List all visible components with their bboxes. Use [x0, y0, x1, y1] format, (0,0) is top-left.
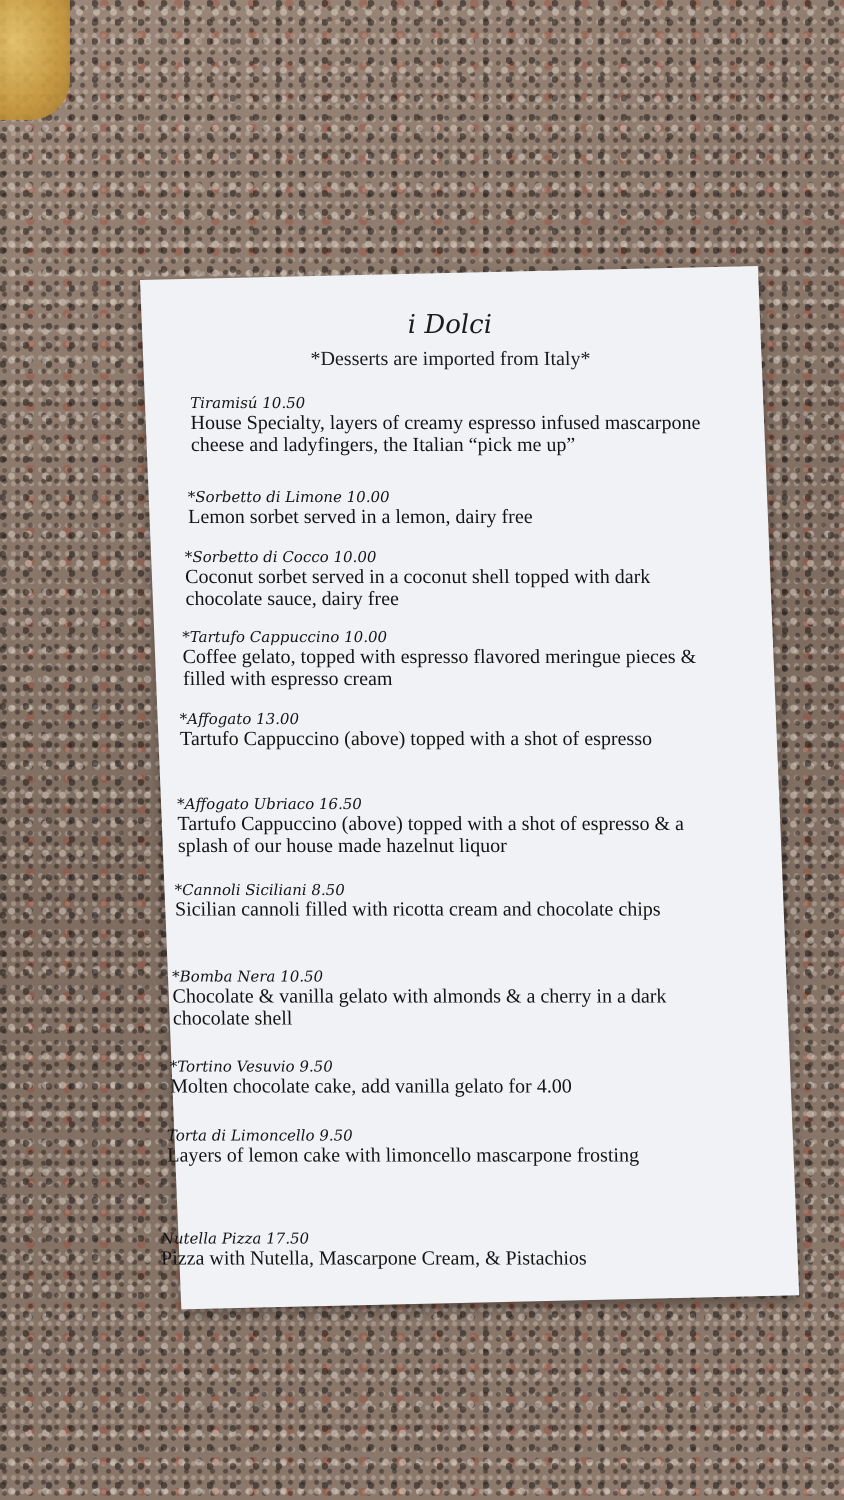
menu-item-affogato	[180, 710, 701, 750]
menu-subtitle: *Desserts are imported from Italy*	[310, 347, 591, 370]
item-name: *Tartufo Cappuccino 10.00	[182, 627, 388, 646]
menu-item-tartufo-cappuccino	[182, 628, 703, 690]
item-name: *Cannoli Siciliani 8.50	[174, 880, 345, 899]
menu-item-tiramisu	[190, 394, 711, 456]
item-name: *Tortino Vesuvio 9.50	[169, 1057, 333, 1076]
menu-content	[140, 280, 776, 1310]
menu-item-sorbetto-cocco	[185, 548, 706, 610]
item-description: Chocolate & vanilla gelato with almonds & a cherry in a dark chocolate shell	[172, 985, 667, 1030]
item-description: Tartufo Cappuccino (above) topped with a shot of espresso & a splash of our house made hazelnut liquor	[177, 812, 685, 857]
item-name: *Affogato 13.00	[179, 709, 300, 728]
item-name: *Affogato Ubriaco 16.50	[176, 794, 363, 813]
menu-item-tortino-vesuvio	[170, 1058, 731, 1098]
coffee-cup	[0, 0, 70, 120]
item-description: Tartufo Cappuccino (above) topped with a shot of espresso	[179, 727, 653, 750]
item-description: Molten chocolate cake, add vanilla gelato for 4.00	[169, 1075, 572, 1098]
item-name: Torta di Limoncello 9.50	[166, 1126, 353, 1145]
dessert-menu-sheet	[140, 266, 799, 1309]
item-description: Lemon sorbet served in a lemon, dairy free	[187, 505, 533, 528]
menu-item-nutella-pizza	[161, 1230, 742, 1270]
item-description: House Specialty, layers of creamy espresso infused mascarpone cheese and ladyfingers, the Italian “pick me up”	[190, 411, 701, 456]
menu-item-bomba-nera	[172, 968, 733, 1030]
menu-item-cannoli-siciliani	[174, 881, 695, 921]
menu-item-torta-limoncello	[167, 1127, 688, 1167]
item-description: Layers of lemon cake with limoncello mascarpone frosting	[167, 1144, 640, 1167]
menu-item-affogato-ubriaco	[177, 795, 718, 857]
item-name: *Bomba Nera 10.50	[172, 967, 324, 986]
menu-item-sorbetto-limone	[188, 488, 709, 528]
item-name: *Sorbetto di Cocco 10.00	[184, 547, 377, 566]
item-description: Pizza with Nutella, Mascarpone Cream, & Pistachios	[160, 1247, 587, 1270]
item-name: *Sorbetto di Limone 10.00	[187, 487, 390, 506]
item-description: Sicilian cannoli filled with ricotta cream and chocolate chips	[174, 898, 661, 921]
item-description: Coconut sorbet served in a coconut shell topped with dark chocolate sauce, dairy free	[185, 565, 651, 610]
item-name: Tiramisú 10.50	[190, 393, 306, 412]
menu-title: i Dolci	[407, 309, 493, 340]
item-name: Nutella Pizza 17.50	[160, 1229, 310, 1248]
item-description: Coffee gelato, topped with espresso flavored meringue pieces & filled with espresso cream	[182, 645, 697, 690]
